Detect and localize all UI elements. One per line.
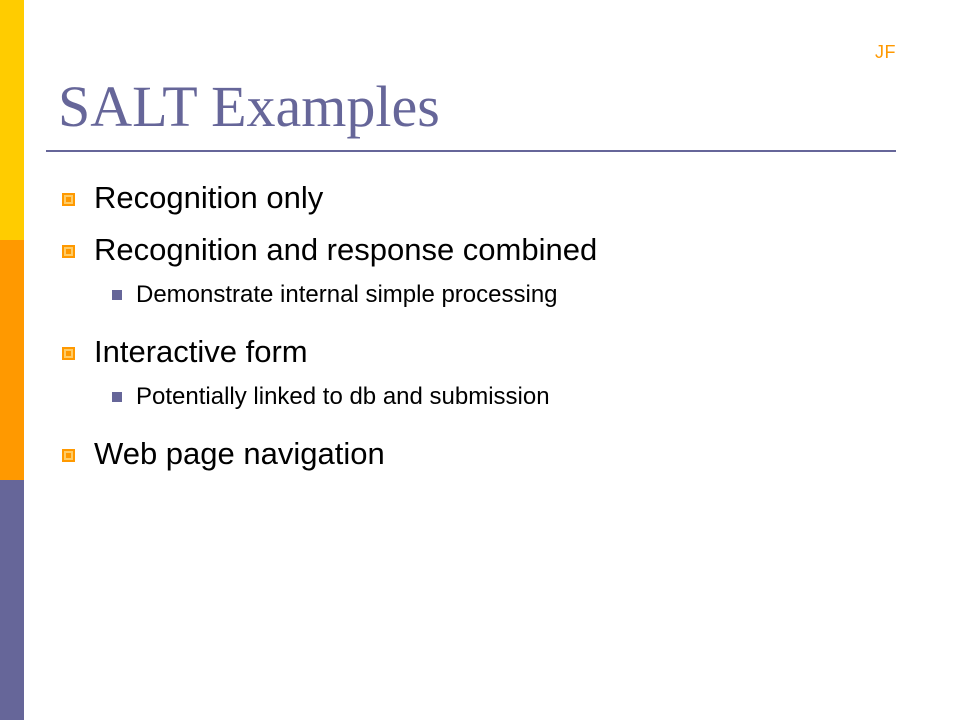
- hollow-square-bullet-icon: [62, 449, 75, 462]
- bullet-text: Interactive form: [94, 334, 308, 369]
- bullet-item: [60, 228, 920, 280]
- accent-yellow-segment: [0, 0, 24, 240]
- bullet-list: [60, 176, 920, 484]
- sub-bullet-item: [60, 378, 920, 432]
- filled-square-bullet-icon: [112, 392, 122, 402]
- hollow-square-bullet-icon: [62, 193, 75, 206]
- bullet-text: Recognition only: [94, 180, 324, 215]
- left-accent-bar: [0, 0, 24, 720]
- bullet-item: [60, 432, 920, 484]
- hollow-square-bullet-icon: [62, 347, 75, 360]
- sub-bullet-text: Potentially linked to db and submission: [136, 383, 550, 410]
- accent-orange-segment: [0, 240, 24, 480]
- sub-bullet-text: Demonstrate internal simple processing: [136, 281, 558, 308]
- author-initials: JF: [875, 42, 896, 62]
- filled-square-bullet-icon: [112, 290, 122, 300]
- bullet-text: Web page navigation: [94, 436, 385, 471]
- sub-bullet-item: [60, 276, 920, 330]
- bullet-text: Recognition and response combined: [94, 232, 598, 267]
- bullet-item: [60, 176, 920, 228]
- hollow-square-bullet-icon: [62, 245, 75, 258]
- bullet-item: [60, 330, 920, 382]
- slide-title: SALT Examples: [58, 74, 440, 139]
- accent-purple-segment: [0, 480, 24, 720]
- title-divider: [46, 150, 896, 152]
